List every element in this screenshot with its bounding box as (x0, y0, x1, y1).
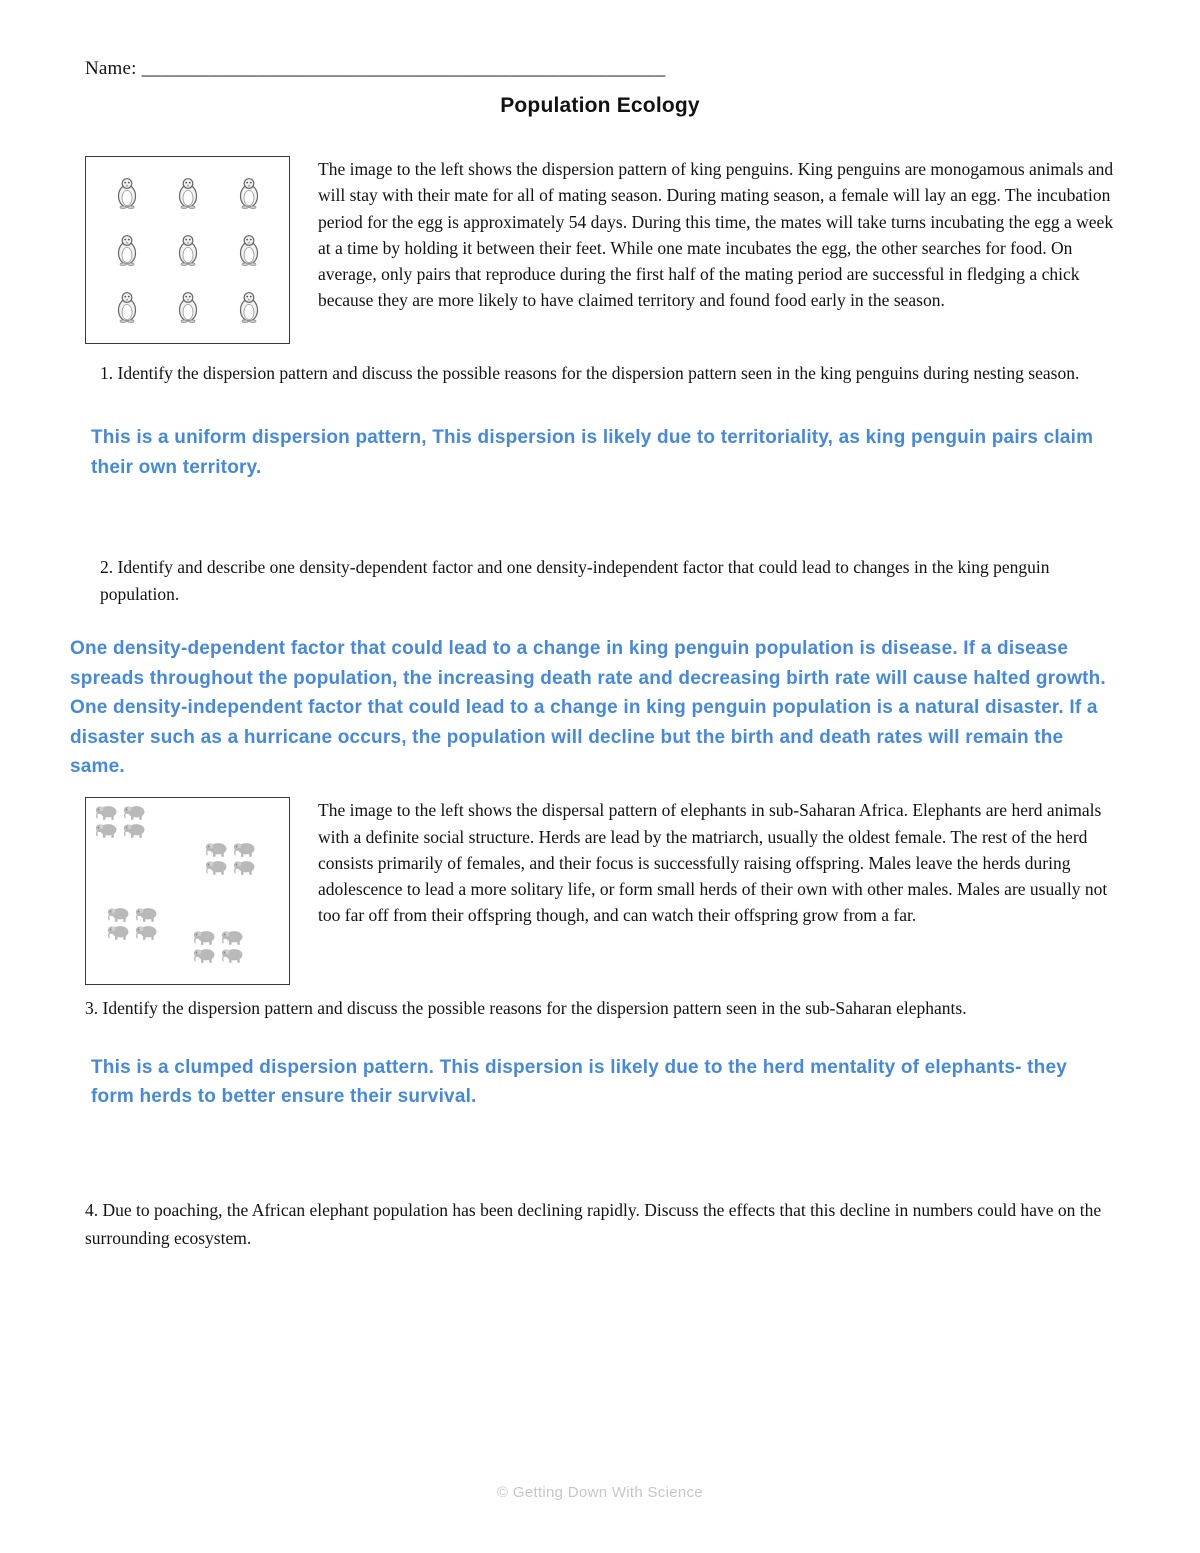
elephant-section (85, 797, 1115, 985)
name-label: Name: (85, 58, 137, 79)
question-3: 3. Identify the dispersion pattern and discuss the possible reasons for the dispersion pattern seen in the sub-Saharan elephants. (85, 998, 967, 1019)
name-blank-line: ______________________________________________________ (141, 58, 666, 79)
elephant-group (94, 804, 148, 839)
penguin-icon (237, 177, 261, 209)
penguin-icon (176, 177, 200, 209)
elephant-icon (232, 859, 256, 876)
penguin-icon (115, 291, 139, 323)
answer-2: One density-dependent factor that could lead to a change in king penguin population is disease. If a disease spreads throughout the population, the increasing death rate and decreasing birth rate will cause halted growth. One density-independent factor that could lead to a change in king penguin population is a natural disaster. If a disaster such as a hurricane occurs, the population will decline but the birth and death rates will remain the same. (70, 638, 1106, 777)
elephant-group (106, 906, 160, 941)
penguin-icon (176, 291, 200, 323)
name-row (85, 58, 1115, 80)
answer-3: This is a clumped dispersion pattern. This dispersion is likely due to the herd mentality of elephants- they form herds to better ensure their survival. (91, 1056, 1068, 1107)
elephant-icon (122, 804, 146, 821)
elephant-icon (204, 859, 228, 876)
elephant-group (204, 841, 258, 876)
elephant-icon (106, 924, 130, 941)
elephant-paragraph: The image to the left shows the dispersal pattern of elephants in sub-Saharan Africa. Elephants are herd animals with a definite social structure. Herds are lead by the matriarch, usually the oldest female. The rest of the herd consists primarily of females, and their focus is successfully raising offspring. Males leave the herds during adolescence to lead a more solitary life, or form small herds of their own with other males. Males are usually not too far off from their offspring though, and can watch their offspring grow from a far. (318, 800, 1108, 926)
page-title: Population Ecology (500, 94, 700, 117)
elephant-icon (204, 841, 228, 858)
elephant-icon (134, 924, 158, 941)
elephant-icon (134, 906, 158, 923)
elephant-icon (232, 841, 256, 858)
penguin-icon (237, 291, 261, 323)
elephant-icon (94, 822, 118, 839)
elephant-group (192, 929, 246, 964)
question-1: 1. Identify the dispersion pattern and discuss the possible reasons for the dispersion pattern seen in the king penguins during nesting season. (100, 363, 1080, 383)
elephant-icon (94, 804, 118, 821)
elephant-icon (106, 906, 130, 923)
answer-1: This is a uniform dispersion pattern, This dispersion is likely due to territoriality, as king penguin pairs claim their own territory. (91, 427, 1094, 478)
elephant-icon (192, 947, 216, 964)
penguin-section (85, 156, 1115, 344)
elephant-figure-box (85, 797, 290, 985)
penguin-icon (115, 177, 139, 209)
footer-credit: © Getting Down With Science (497, 1484, 703, 1501)
elephant-icon (122, 822, 146, 839)
elephant-icon (220, 929, 244, 946)
penguin-icon (115, 234, 139, 266)
penguin-icon (237, 234, 261, 266)
penguin-icon (176, 234, 200, 266)
penguin-paragraph: The image to the left shows the dispersion pattern of king penguins. King penguins are monogamous animals and will stay with their mate for all of mating season. During mating season, a female will lay an egg. The incubation period for the egg is approximately 54 days. During this time, the mates will take turns incubating the egg a week at a time by holding it between their feet. While one mate incubates the egg, the other searches for food. On average, only pairs that reproduce during the first half of the mating period are successful in fledging a chick because they are more likely to have claimed territory and found food early in the season. (318, 159, 1114, 311)
elephant-icon (192, 929, 216, 946)
penguin-grid (86, 157, 289, 343)
elephant-icon (220, 947, 244, 964)
question-2: 2. Identify and describe one density-dependent factor and one density-independent factor that could lead to changes in the king penguin population. (100, 557, 1050, 605)
question-4: 4. Due to poaching, the African elephant population has been declining rapidly. Discuss the effects that this decline in numbers could have on the surrounding ecosystem. (85, 1200, 1102, 1248)
penguin-figure-box (85, 156, 290, 344)
elephant-groups (86, 798, 289, 984)
